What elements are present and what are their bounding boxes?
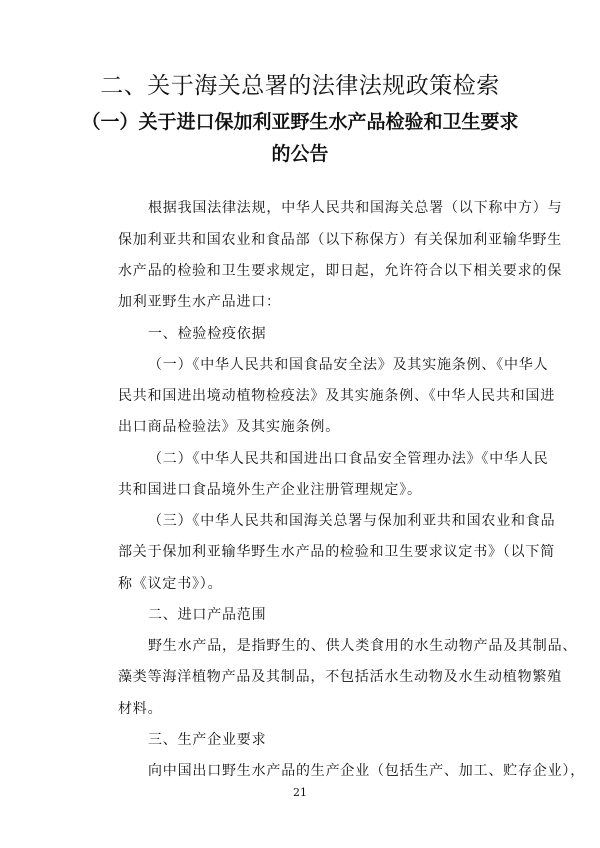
item3-line: 部关于保加利亚输华野生水产品的检验和卫生要求议定书》（以下简: [118, 544, 555, 560]
section-heading: 二、进口产品范围: [148, 607, 267, 623]
section-subtitle-line1: （一）关于进口保加利亚野生水产品检验和卫生要求: [81, 111, 519, 133]
section-subtitle-line2: 的公告: [271, 143, 329, 165]
item2-line: （二）《中华人民共和国进出口食品安全管理办法》《中华人民: [148, 451, 549, 467]
page-title: 二、关于海关总署的法律法规政策检索: [100, 73, 500, 99]
item1-line: 民共和国进出境动植物检疫法》及其实施条例、《中华人民共和国进: [118, 388, 555, 404]
item3-line: 称《议定书》）。: [118, 576, 223, 592]
item2-line: 共和国进口食品境外生产企业注册管理规定》。: [118, 482, 422, 498]
section-heading: 一、检验检疫依据: [148, 326, 267, 342]
section-heading: 三、生产企业要求: [148, 732, 267, 748]
item1-line: （一）《中华人民共和国食品安全法》及其实施条例、《中华人: [148, 357, 549, 373]
page-number: 21: [293, 786, 307, 799]
scope-line: 野生水产品，是指野生的、供人类食用的水生动物产品及其制品、: [148, 638, 578, 654]
intro-line: 保加利亚共和国农业和食品部（以下称保方）有关保加利亚输华野生: [118, 232, 562, 248]
enterprise-line: 向中国出口野生水产品的生产企业（包括生产、加工、贮存企业），: [148, 763, 585, 779]
item1-line: 出口商品检验法》及其实施条例。: [118, 419, 340, 435]
item3-line: （三）《中华人民共和国海关总署与保加利亚共和国农业和食品: [148, 513, 556, 529]
intro-line: 加利亚野生水产品进口：: [118, 294, 281, 310]
scope-line: 材料。: [118, 701, 163, 717]
scope-line: 藻类等海洋植物产品及其制品，不包括活水生动物及水生动植物繁殖: [118, 669, 562, 685]
intro-line: 根据我国法律法规，中华人民共和国海关总署（以下称中方）与: [148, 200, 563, 216]
intro-line: 水产品的检验和卫生要求规定，即日起，允许符合以下相关要求的保: [118, 263, 562, 279]
